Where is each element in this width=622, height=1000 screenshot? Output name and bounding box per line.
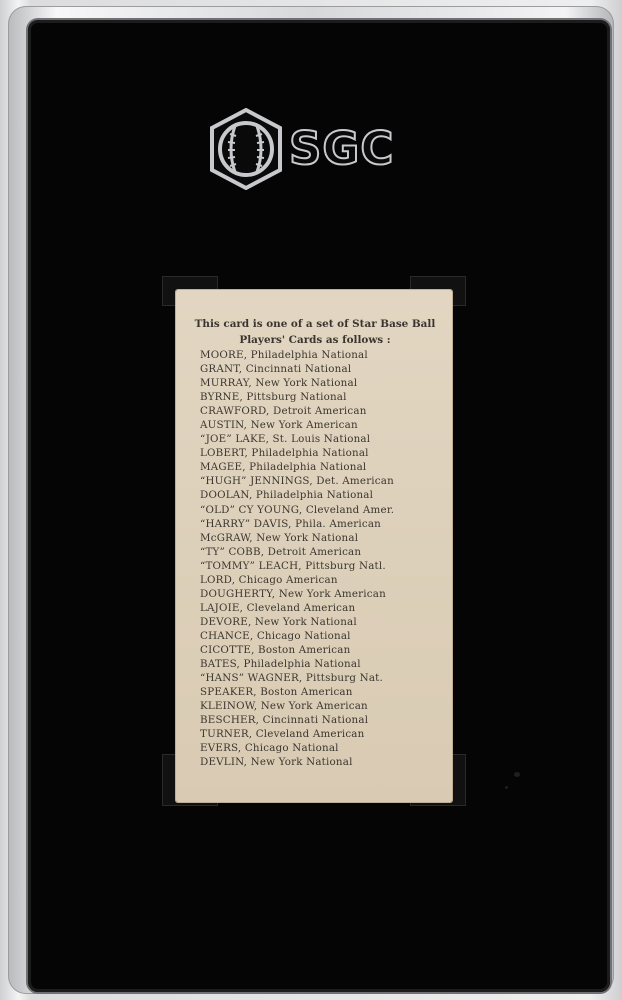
player-entry: BYRNE, Pittsburg National — [200, 391, 347, 404]
player-entry: “TOMMY” LEACH, Pittsburg Natl. — [200, 559, 386, 572]
player-entry: “HANS” WAGNER, Pittsburg Nat. — [200, 672, 383, 685]
player-entry: MURRAY, New York National — [200, 377, 358, 390]
player-entry: “TY” COBB, Detroit American — [200, 545, 362, 558]
player-entry: LORD, Chicago American — [200, 573, 338, 586]
player-entry: DOOLAN, Philadelphia National — [200, 489, 374, 502]
player-entry: GRANT, Cincinnati National — [200, 363, 352, 376]
player-entry: DEVLIN, New York National — [200, 756, 353, 769]
dust-speck — [514, 772, 520, 777]
card-header-text: This card is one of a set of Star Base Ball Players' Cards as follows : — [194, 318, 436, 346]
player-entry: CHANCE, Chicago National — [200, 629, 351, 642]
player-entry: DEVORE, New York National — [200, 615, 357, 628]
player-entry: MAGEE, Philadelphia National — [200, 461, 367, 474]
sgc-logo-text: SGC — [289, 122, 395, 175]
player-entry: LOBERT, Philadelphia National — [200, 447, 369, 460]
player-entry: TURNER, Cleveland American — [200, 728, 365, 741]
player-entry: DOUGHERTY, New York American — [200, 587, 386, 600]
player-entry: SPEAKER, Boston American — [200, 686, 353, 699]
dust-speck — [505, 786, 508, 789]
player-entry: “OLD” CY YOUNG, Cleveland Amer. — [200, 503, 395, 516]
baseball-icon — [205, 108, 287, 190]
player-entry: BATES, Philadelphia National — [200, 658, 361, 671]
player-entry: EVERS, Chicago National — [200, 742, 339, 755]
player-entry: McGRAW, New York National — [200, 531, 359, 544]
player-checklist — [200, 348, 450, 769]
baseball-card-back — [176, 290, 452, 802]
player-entry: CICOTTE, Boston American — [200, 643, 351, 656]
player-entry: BESCHER, Cincinnati National — [200, 714, 369, 727]
player-entry: LAJOIE, Cleveland American — [200, 601, 356, 614]
sgc-logo — [205, 108, 425, 190]
player-entry: CRAWFORD, Detroit American — [200, 405, 367, 418]
player-entry: MOORE, Philadelphia National — [200, 349, 368, 361]
player-entry: “HARRY” DAVIS, Phila. American — [200, 517, 381, 530]
player-entry: “HUGH” JENNINGS, Det. American — [200, 475, 394, 488]
player-entry: AUSTIN, New York American — [200, 419, 358, 432]
player-entry: “JOE” LAKE, St. Louis National — [200, 433, 371, 446]
player-entry: KLEINOW, New York American — [200, 700, 368, 713]
